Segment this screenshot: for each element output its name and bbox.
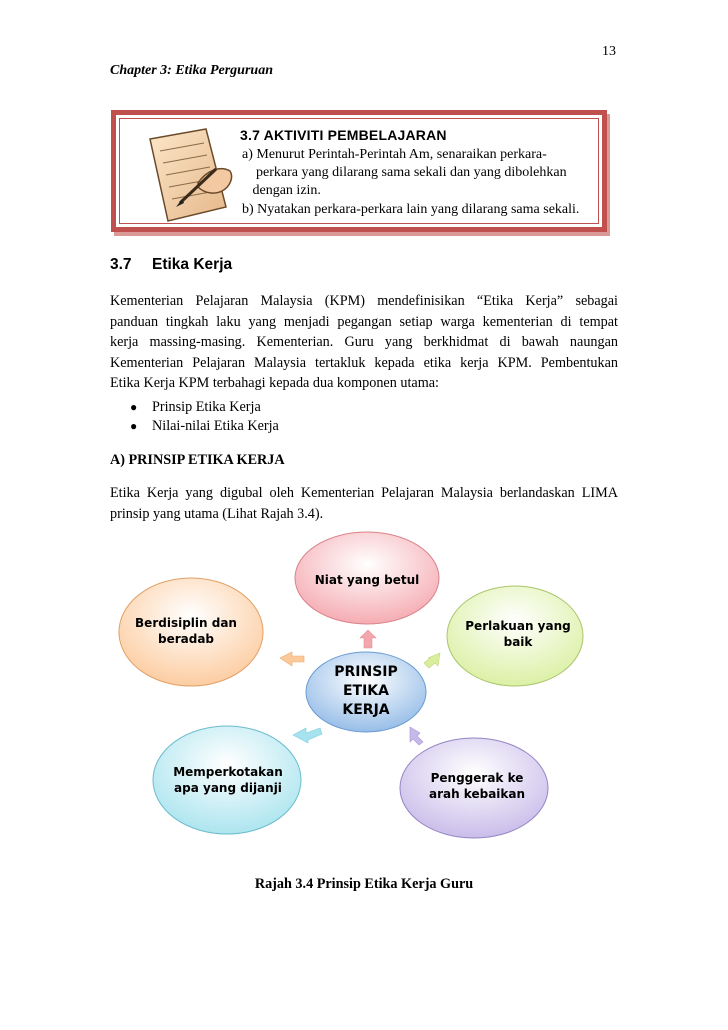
activity-title: 3.7 AKTIVITI PEMBELAJARAN [240, 127, 447, 143]
svg-text:ETIKA: ETIKA [342, 683, 390, 699]
paragraph-line: Kementerian Pelajaran Malaysia (KPM) mendefinisikan “Etika Kerja” sebagai [110, 293, 618, 309]
section-heading [110, 256, 232, 274]
section-title: Etika Kerja [152, 256, 233, 273]
node-right [447, 586, 583, 686]
arrow-to-right [424, 653, 440, 668]
svg-text:arah kebaikan: arah kebaikan [428, 787, 526, 801]
paragraph-line: panduan tingkah laku yang menjadi pegangan setiap warga kementerian di tempat [110, 313, 618, 330]
svg-text:KERJA: KERJA [342, 702, 390, 718]
svg-text:beradab: beradab [157, 632, 215, 646]
bullet-list [130, 398, 279, 436]
bullet-icon: ● [130, 419, 138, 433]
section-number: 3.7 [110, 256, 132, 273]
node-top [295, 532, 439, 624]
activity-line: a) Menurut Perintah-Perintah Am, senaraikan perkara- [242, 147, 547, 162]
activity-line: perkara yang dilarang sama sekali dan yang dibolehkan [242, 165, 567, 180]
node-top-label: Niat yang betul [314, 573, 420, 587]
svg-text:Memperkotakan: Memperkotakan [173, 765, 283, 779]
page-number: 13 [602, 44, 616, 59]
paragraph-line: Etika Kerja KPM terbahagi kepada dua komponen utama: [110, 375, 439, 391]
svg-text:Perlakuan yang: Perlakuan yang [465, 619, 571, 633]
list-item: ● Prinsip Etika Kerja [130, 399, 261, 415]
paragraph-line: Kementerian Pelajaran Malaysia tertakluk kepada etika kerja KPM. Pembentukan [110, 354, 618, 371]
node-bottom-left [153, 726, 301, 834]
activity-box-inner-border [119, 118, 599, 224]
arrow-to-left [280, 652, 304, 666]
paragraph-line: prinsip yang utama (Lihat Rajah 3.4). [110, 505, 324, 522]
svg-text:Penggerak ke: Penggerak ke [430, 771, 524, 785]
svg-text:PRINSIP: PRINSIP [334, 664, 398, 680]
paragraph-intro [110, 291, 618, 394]
chapter-header: Chapter 3: Etika Perguruan [110, 63, 273, 78]
subheading: A) PRINSIP ETIKA KERJA [110, 452, 285, 468]
arrow-to-bottom-left [293, 728, 322, 743]
figure-caption: Rajah 3.4 Prinsip Etika Kerja Guru [254, 876, 474, 892]
node-center [306, 652, 426, 732]
svg-text:baik: baik [503, 635, 533, 649]
node-bottom-right [400, 738, 548, 838]
paragraph-line: kerja massing-masing. Kementerian. Guru yang berkhidmat di bawah naungan [110, 334, 618, 350]
svg-text:Berdisiplin dan: Berdisiplin dan [135, 616, 237, 630]
paragraph-line: Etika Kerja yang digubal oleh Kementerian Pelajaran Malaysia berlandaskan LIMA [110, 485, 618, 501]
paragraph-principles [110, 483, 618, 524]
writing-hand-icon [140, 125, 238, 225]
node-left [119, 578, 263, 686]
activity-box [111, 110, 607, 232]
activity-line: b) Nyatakan perkara-perkara lain yang dilarang sama sekali. [242, 202, 580, 217]
arrow-to-top [360, 630, 376, 648]
list-item: ● Nilai-nilai Etika Kerja [130, 418, 279, 434]
principles-diagram [110, 530, 620, 870]
activity-line: dengan izin. [242, 183, 321, 198]
svg-text:apa yang dijanji: apa yang dijanji [174, 781, 282, 795]
bullet-icon: ● [130, 400, 138, 414]
arrow-to-bottom-right [410, 727, 423, 745]
